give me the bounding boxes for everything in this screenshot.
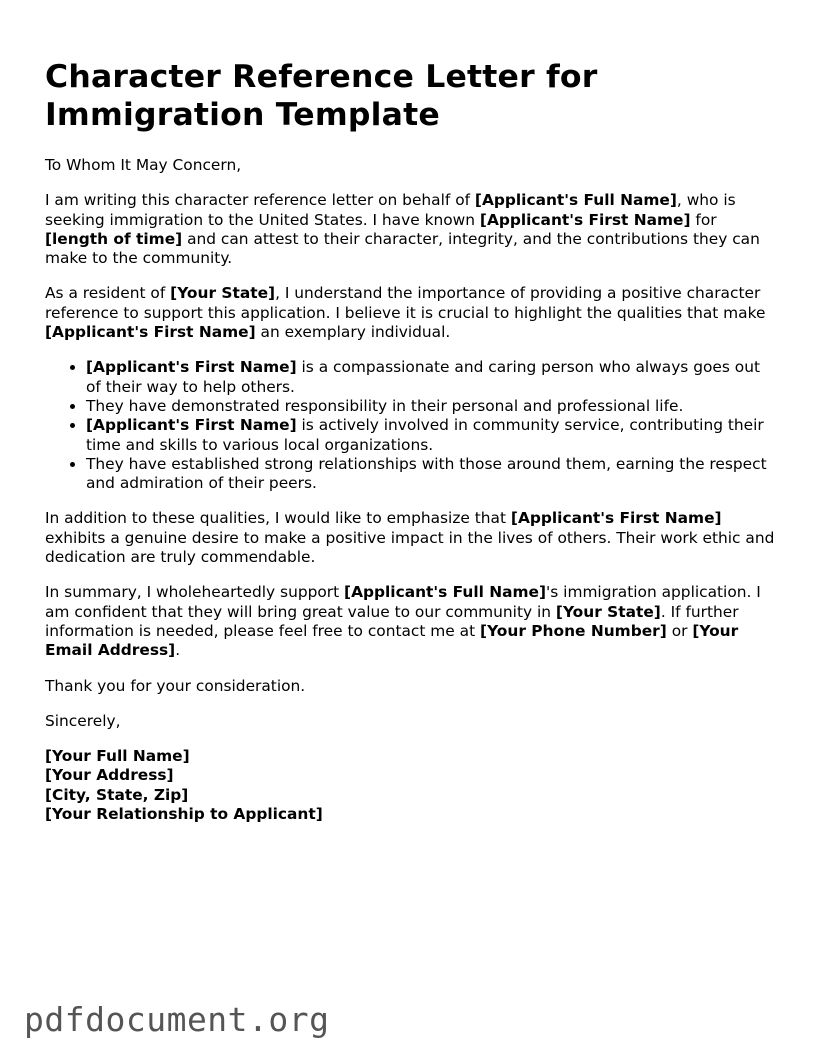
paragraph-resident: As a resident of [Your State], I understand the importance of providing a positive character reference to support this application. I believe it is crucial to highlight the qualities that make [Applicant's First Name] an exemplary individual. (45, 284, 766, 342)
signature-address: [Your Address] (45, 766, 174, 785)
paragraph-summary: In summary, I wholeheartedly support [Applicant's Full Name]'s immigration application. I am confident that they will bring great value to our community in [Your State]. If further information is needed, please feel free to contact me at [Your Phone Number] or [Your Email Address]. (45, 583, 761, 660)
placeholder-applicant-first-name: [Applicant's First Name] (45, 323, 256, 342)
paragraph-intro: I am writing this character reference letter on behalf of [Applicant's Full Name], who is seeking immigration to the United States. I have known [Applicant's First Name] for [length of time] and can attest to their character, integrity, and the contributions they can make to the community. (45, 191, 760, 268)
list-item: • [Applicant's First Name] is a compassionate and caring person who always goes out of their way to help others. (86, 358, 775, 397)
placeholder-your-state: [Your State] (555, 602, 661, 621)
letter-page (45, 58, 775, 824)
signature-city: [City, State, Zip] (45, 785, 189, 804)
placeholder-your-email-address: [Your Email Address] (45, 621, 739, 660)
placeholder-applicant-first-name: [Applicant's First Name] (510, 509, 722, 528)
list-item: • They have established strong relationships with those around them, earning the respect and admiration of their peers. (86, 455, 775, 494)
placeholder-applicant-first-name: [Applicant's First Name] (479, 210, 691, 229)
title-line-2: Immigration Template (45, 97, 440, 133)
placeholder-applicant-full-name: [Applicant's Full Name] (344, 583, 547, 602)
document-title (45, 58, 775, 134)
placeholder-length-of-time: [length of time] (45, 229, 183, 248)
site-watermark: pdfdocument.org (24, 1000, 330, 1039)
signature-name: [Your Full Name] (45, 747, 190, 766)
placeholder-your-state: [Your State] (170, 284, 276, 303)
signature-block (45, 747, 775, 824)
qualities-list (45, 358, 775, 493)
list-item: • They have demonstrated responsibility in their personal and professional life. (86, 397, 775, 416)
closing-line: Sincerely, (45, 711, 121, 730)
signature-relationship: [Your Relationship to Applicant] (45, 805, 323, 824)
title-line-1: Character Reference Letter for (45, 59, 598, 95)
placeholder-applicant-full-name: [Applicant's Full Name] (474, 191, 677, 210)
paragraph-additional: In addition to these qualities, I would like to emphasize that [Applicant's First Name] exhibits a genuine desire to make a positive impact in the lives of others. Their work ethic and dedication are truly commendable. (45, 509, 775, 567)
list-item: • [Applicant's First Name] is actively involved in community service, contributing their time and skills to various local organizations. (86, 416, 775, 455)
thanks-line: Thank you for your consideration. (45, 676, 306, 695)
salutation: To Whom It May Concern, (45, 156, 242, 174)
placeholder-your-phone-number: [Your Phone Number] (480, 621, 667, 640)
